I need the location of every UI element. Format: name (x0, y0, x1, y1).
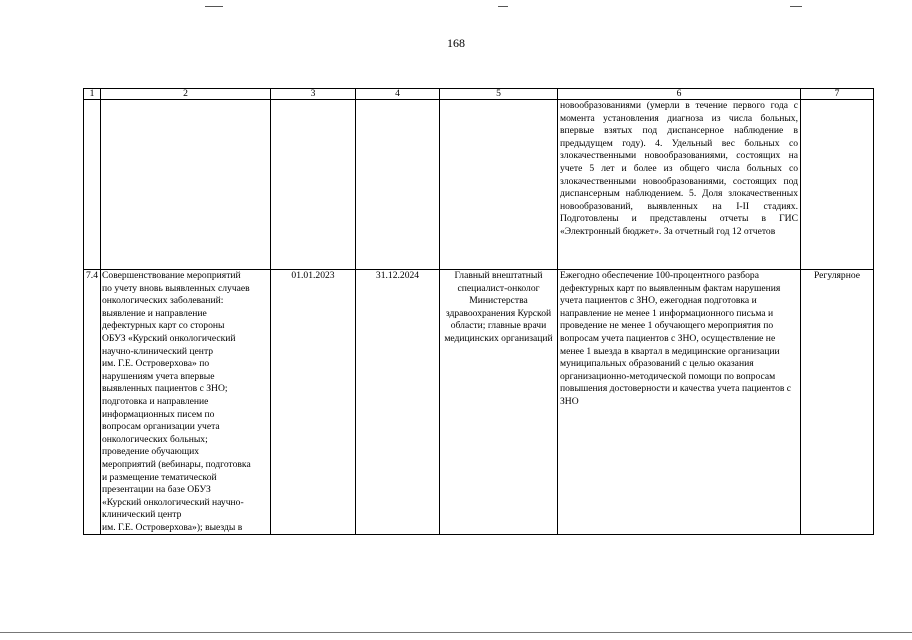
column-number: 1 (84, 89, 101, 100)
table-row-7-4 (84, 270, 874, 535)
plan-table (83, 88, 874, 535)
row-number: 7.4 (84, 270, 101, 535)
column-number-row (84, 89, 874, 100)
activity-line: подготовка и направление (102, 395, 209, 407)
activity-line: ОБУЗ «Курский онкологический (102, 332, 236, 344)
activity-line: клинический центр (102, 509, 182, 521)
scan-artifact (498, 6, 508, 7)
cell-empty (801, 100, 874, 270)
activity-line: нарушениям учета впервые (102, 370, 215, 382)
activity-line: онкологических больных; (102, 433, 208, 445)
scan-artifact (205, 6, 223, 7)
column-number: 4 (356, 89, 440, 100)
activity-line: мероприятий (вебинары, подготовка (102, 458, 251, 470)
scan-artifact (790, 6, 802, 7)
column-number: 3 (271, 89, 356, 100)
activity-name (101, 270, 271, 535)
column-number: 6 (558, 89, 801, 100)
activity-line: дефектурных карт со стороны (102, 320, 225, 332)
cell-empty (101, 100, 271, 270)
activity-line: вопросам организации учета (102, 421, 220, 433)
activity-line: Совершенствование мероприятий (102, 270, 241, 281)
expected-result: Ежегодно обеспечение 100-процентного разбора дефектурных карт по выявленным фактам нарушения учета пациентов с ЗНО, ежегодная подготовка и направление не менее 1 информационного письма и проведение не менее 1 обучающего мероприятия по вопросам учета пациентов с ЗНО, осуществление не менее 1 выезда в квартал в медицинские организации муниципальных образований с целью оказания организационно-методической помощи по вопросам повышения достоверности и качества учета пациентов с ЗНО (558, 270, 801, 535)
responsible-executor: Главный внештатный специалист-онколог Министерства здравоохранения Курской области; главные врачи медицинских организаций (440, 270, 558, 535)
activity-line: презентации на базе ОБУЗ (102, 484, 211, 496)
continuation-row (84, 100, 874, 270)
end-date: 31.12.2024 (356, 270, 440, 535)
cell-empty (271, 100, 356, 270)
page-number: 168 (447, 36, 465, 50)
activity-line: научно-клинический центр (102, 345, 214, 357)
start-date: 01.01.2023 (271, 270, 356, 535)
activity-line: выявленных пациентов с ЗНО; (102, 383, 228, 395)
activity-line: информационных писем по (102, 408, 215, 420)
activity-line: им. Г.Е. Островерхова» по (102, 358, 210, 370)
activity-line: «Курский онкологический научно- (102, 496, 244, 508)
activity-line: онкологических заболеваний: (102, 295, 224, 307)
scan-bottom-edge (0, 632, 912, 633)
column-number: 5 (440, 89, 558, 100)
activity-line: выявление и направление (102, 307, 207, 319)
column-number: 2 (101, 89, 271, 100)
activity-line: проведение обучающих (102, 446, 200, 458)
activity-line: по учету вновь выявленных случаев (102, 282, 250, 294)
cell-empty (356, 100, 440, 270)
activity-line: и размещение тематической (102, 471, 217, 483)
activity-line: им. Г.Е. Островерхова»); выезды в (102, 521, 243, 533)
cell-empty (440, 100, 558, 270)
periodicity: Регулярное (801, 270, 874, 535)
result-continuation-text: новообразованиями (умерли в течение первого года с момента установления диагноза из числа больных, впервые взятых под диспансерное наблюдение в предыдущем году). 4. Удельный вес больных со злокачественными новообразованиями, состоящих на учете 5 лет и более из общего числа больных со злокачественными новообразованиями, состоящих под диспансерным наблюдением. 5. Доля злокачественных новообразований, выявленных на I-II стадиях. Подготовлены и представлены отчеты в ГИС «Электронный бюджет». За отчетный год 12 отчетов (558, 100, 801, 270)
cell-empty (84, 100, 101, 270)
column-number: 7 (801, 89, 874, 100)
